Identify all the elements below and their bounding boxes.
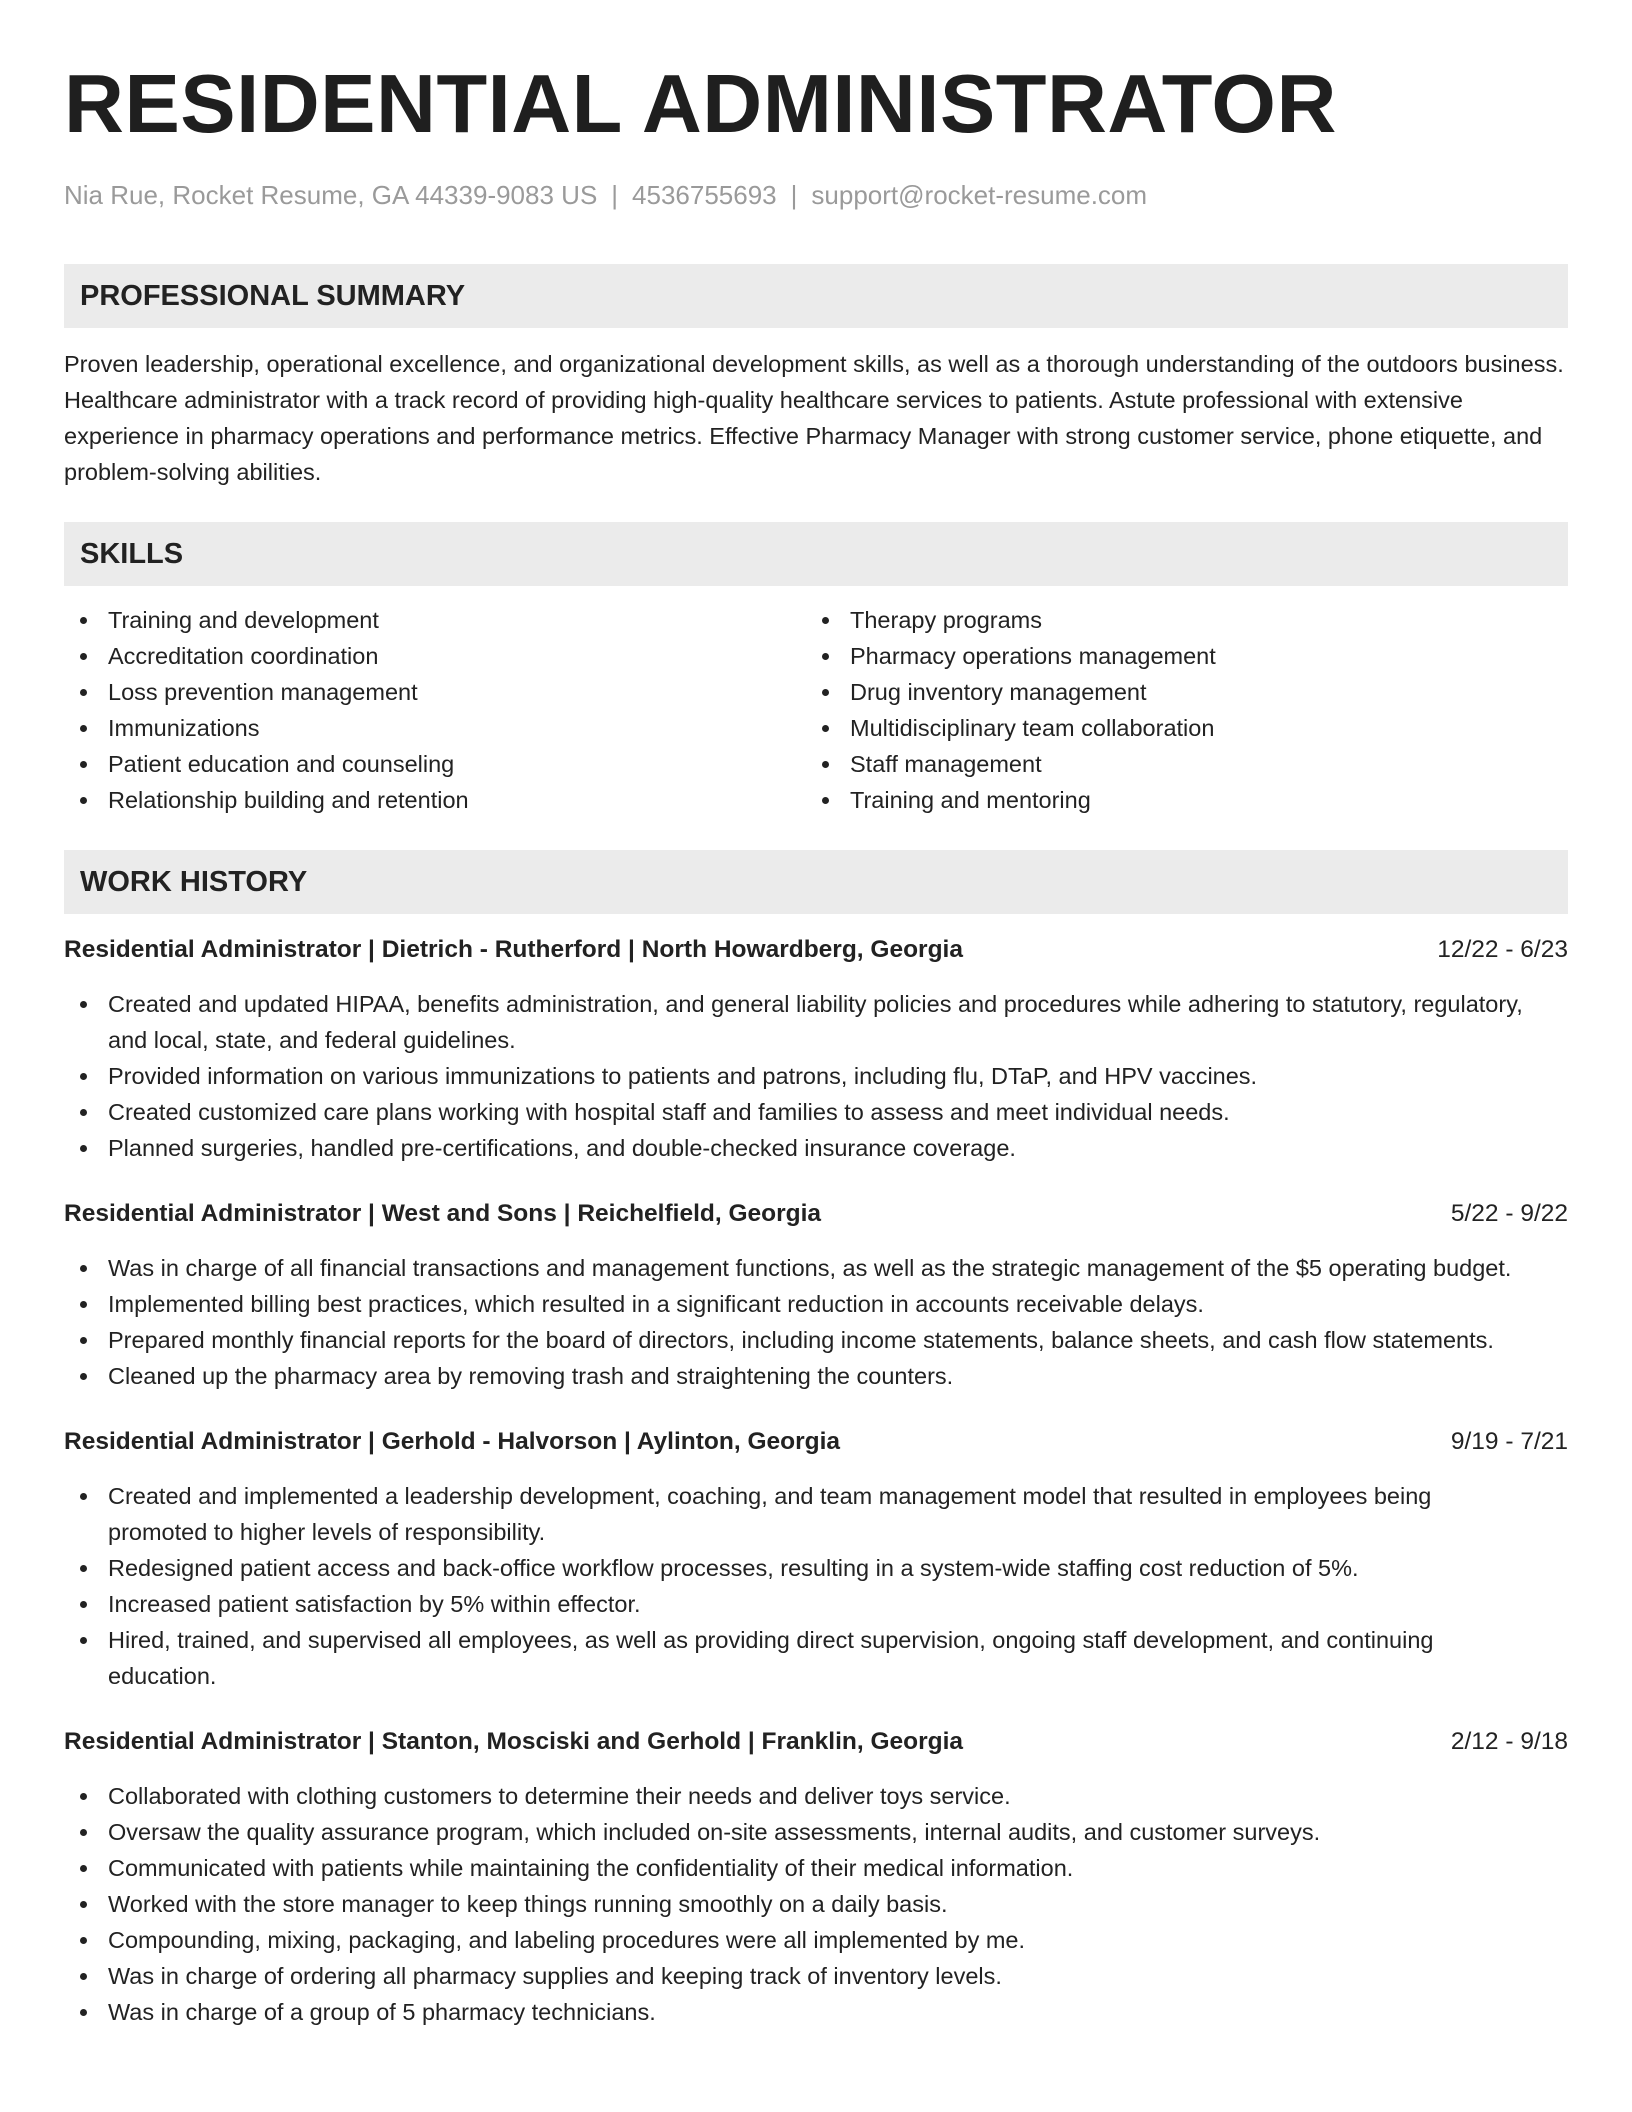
job-bullet: Provided information on various immunizations to patients and patrons, including flu, DTaP, and HPV vaccines. bbox=[64, 1058, 1568, 1094]
skill-item: Loss prevention management bbox=[64, 674, 806, 710]
job-bullets bbox=[64, 1478, 1568, 1694]
section-header-skills: SKILLS bbox=[64, 522, 1568, 586]
job-bullet: Was in charge of ordering all pharmacy supplies and keeping track of inventory levels. bbox=[64, 1958, 1568, 1994]
job-entry bbox=[64, 932, 1568, 1166]
skills-column-right bbox=[806, 602, 1548, 818]
job-bullet: Collaborated with clothing customers to determine their needs and deliver toys service. bbox=[64, 1778, 1568, 1814]
job-title: Residential Administrator | Gerhold - Halvorson | Aylinton, Georgia bbox=[64, 1428, 841, 1455]
contact-address: Nia Rue, Rocket Resume, GA 44339-9083 US bbox=[64, 180, 598, 210]
job-title: Residential Administrator | West and Sons | Reichelfield, Georgia bbox=[64, 1200, 822, 1227]
skill-item: Accreditation coordination bbox=[64, 638, 806, 674]
contact-separator: | bbox=[790, 180, 798, 210]
section-header-work-history: WORK HISTORY bbox=[64, 850, 1568, 914]
job-bullet: Created and updated HIPAA, benefits administration, and general liability policies and procedures while adhering to statutory, regulatory, and local, state, and federal guidelines. bbox=[64, 986, 1568, 1058]
job-header bbox=[64, 1196, 1568, 1232]
job-bullets bbox=[64, 986, 1568, 1166]
job-bullets bbox=[64, 1778, 1568, 2030]
skill-item: Immunizations bbox=[64, 710, 806, 746]
job-dates: 12/22 - 6/23 bbox=[1437, 936, 1568, 963]
job-bullet: Redesigned patient access and back-office workflow processes, resulting in a system-wide staffing cost reduction of 5%. bbox=[64, 1550, 1568, 1586]
skill-item: Pharmacy operations management bbox=[806, 638, 1548, 674]
skill-item: Training and development bbox=[64, 602, 806, 638]
skill-item: Drug inventory management bbox=[806, 674, 1548, 710]
job-bullet: Communicated with patients while maintaining the confidentiality of their medical information. bbox=[64, 1850, 1568, 1886]
skills-column-left bbox=[64, 602, 806, 818]
job-bullet: Implemented billing best practices, which resulted in a significant reduction in accounts receivable delays. bbox=[64, 1286, 1568, 1322]
contact-line bbox=[64, 178, 1568, 212]
skills-list bbox=[64, 602, 1568, 818]
job-header bbox=[64, 932, 1568, 968]
job-bullet: Was in charge of a group of 5 pharmacy technicians. bbox=[64, 1994, 1568, 2030]
job-title: Residential Administrator | Dietrich - Rutherford | North Howardberg, Georgia bbox=[64, 936, 963, 963]
job-bullet: Compounding, mixing, packaging, and labeling procedures were all implemented by me. bbox=[64, 1922, 1568, 1958]
job-bullet: Cleaned up the pharmacy area by removing trash and straightening the counters. bbox=[64, 1358, 1568, 1394]
contact-email: support@rocket-resume.com bbox=[811, 180, 1148, 210]
job-bullet: Was in charge of all financial transactions and management functions, as well as the strategic management of the $5 operating budget. bbox=[64, 1250, 1568, 1286]
job-entry bbox=[64, 1424, 1568, 1694]
skill-item: Patient education and counseling bbox=[64, 746, 806, 782]
contact-phone: 4536755693 bbox=[632, 180, 777, 210]
summary-text: Proven leadership, operational excellence, and organizational development skills, as well as a thorough understanding of the outdoors business. Healthcare administrator with a track record of providing high-quality healthcare services to patients. Astute professional with extensive experience in pharmacy operations and performance metrics. Effective Pharmacy Manager with strong customer service, phone etiquette, and problem-solving abilities. bbox=[64, 351, 1564, 485]
job-header bbox=[64, 1724, 1568, 1760]
job-entry bbox=[64, 1196, 1568, 1394]
resume-name: RESIDENTIAL ADMINISTRATOR bbox=[64, 57, 1337, 150]
skill-item: Staff management bbox=[806, 746, 1548, 782]
job-bullet: Created and implemented a leadership development, coaching, and team management model that resulted in employees being promoted to higher levels of responsibility. bbox=[64, 1478, 1568, 1550]
job-bullet: Created customized care plans working with hospital staff and families to assess and meet individual needs. bbox=[64, 1094, 1568, 1130]
skill-item: Multidisciplinary team collaboration bbox=[806, 710, 1548, 746]
skill-item: Therapy programs bbox=[806, 602, 1548, 638]
job-bullet: Oversaw the quality assurance program, which included on-site assessments, internal audits, and customer surveys. bbox=[64, 1814, 1568, 1850]
skill-item: Training and mentoring bbox=[806, 782, 1548, 818]
contact-separator: | bbox=[611, 180, 619, 210]
job-dates: 2/12 - 9/18 bbox=[1450, 1728, 1568, 1755]
job-bullet: Increased patient satisfaction by 5% within effector. bbox=[64, 1586, 1568, 1622]
job-header bbox=[64, 1424, 1568, 1460]
job-bullet: Worked with the store manager to keep things running smoothly on a daily basis. bbox=[64, 1886, 1568, 1922]
job-bullet: Planned surgeries, handled pre-certifications, and double-checked insurance coverage. bbox=[64, 1130, 1568, 1166]
job-bullets bbox=[64, 1250, 1568, 1394]
skill-item: Relationship building and retention bbox=[64, 782, 806, 818]
job-title: Residential Administrator | Stanton, Mosciski and Gerhold | Franklin, Georgia bbox=[64, 1728, 964, 1755]
section-header-summary: PROFESSIONAL SUMMARY bbox=[64, 264, 1568, 328]
job-bullet: Hired, trained, and supervised all employees, as well as providing direct supervision, ongoing staff development, and continuing education. bbox=[64, 1622, 1568, 1694]
job-dates: 5/22 - 9/22 bbox=[1450, 1200, 1568, 1227]
job-entry bbox=[64, 1724, 1568, 2030]
job-bullet: Prepared monthly financial reports for the board of directors, including income statements, balance sheets, and cash flow statements. bbox=[64, 1322, 1568, 1358]
job-dates: 9/19 - 7/21 bbox=[1450, 1428, 1568, 1455]
